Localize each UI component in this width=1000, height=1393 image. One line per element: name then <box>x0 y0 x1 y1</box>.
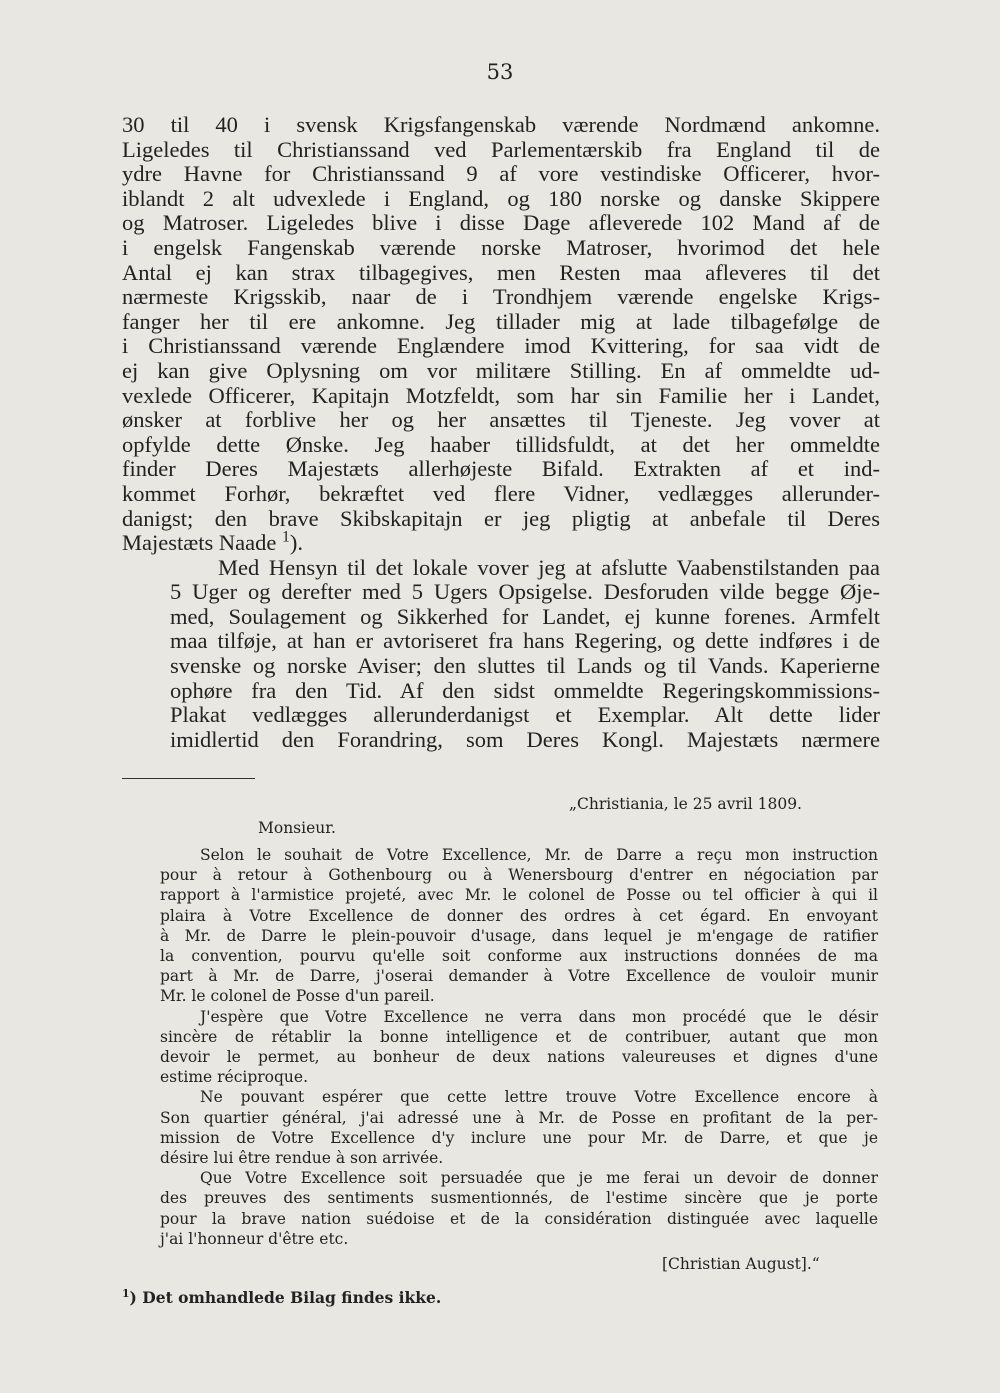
letter-paragraph-4 <box>160 1168 878 1229</box>
text-line: og Matroser. Ligeledes blive i disse Dage afleverede 102 Mand af de <box>122 210 880 236</box>
text-line: fanger her til ere ankomne. Jeg tillader mig at lade tilbagefølge de <box>122 308 880 334</box>
text-line: plaira à Votre Excellence de donner des ordres à cet égard. En envoyant <box>160 906 878 925</box>
letter-line: Mr. le colonel de Posse d'un pareil. <box>160 987 435 1006</box>
footnote-text: ) Det omhandlede Bilag findes ikke. <box>129 1288 442 1307</box>
footnote-rule <box>122 778 255 779</box>
text-line: opfylde dette Ønske. Jeg haaber tillidsfuldt, at det her ommeldte <box>122 431 880 457</box>
text-line: Antal ej kan strax tilbagegives, men Resten maa afleveres til det <box>122 259 880 285</box>
text-line: ej kan give Oplysning om vor militære Stilling. En af ommeldte ud- <box>122 357 880 383</box>
text-line: Que Votre Excellence soit persuadée que je me ferai un devoir de donner <box>200 1169 878 1188</box>
text-line: à Mr. de Darre le plein-pouvoir d'usage, dans lequel je m'engage de ratifier <box>160 926 878 945</box>
text-line: sincère de rétablir la bonne intelligence et de contribuer, autant que mon <box>160 1027 878 1046</box>
letter-signature: [Christian August].“ <box>662 1255 820 1273</box>
text-line: des preuves des sentiments susmentionnés, de l'estime sincère que je porte <box>160 1189 878 1208</box>
letter-paragraph-3 <box>160 1087 878 1148</box>
text-line: med, Soulagement og Sikkerhed for Landet, ej kunne forenes. Armfelt <box>170 603 880 629</box>
text-line: pour à retour à Gothenbourg ou à Wenersbourg d'entrer en négociation par <box>160 866 878 885</box>
text-line: la convention, pourvu qu'elle soit conforme aux instructions données de ma <box>160 947 878 966</box>
text-line: nærmeste Krigsskib, naar de i Trondhjem værende engelske Krigs- <box>122 284 880 310</box>
text-line: imidlertid den Forandring, som Deres Kongl. Majestæts nærmere <box>170 726 880 752</box>
text-line: Ligeledes til Christianssand ved Parlementærskib fra England til de <box>122 136 880 162</box>
text-line: pour la brave nation suédoise et de la considération distinguée avec laquelle <box>160 1209 878 1228</box>
footnote-marker: 1 <box>122 1286 130 1300</box>
text-line: Ne pouvant espérer que cette lettre trouve Votre Excellence encore à <box>200 1088 878 1107</box>
text-line: kommet Forhør, bekræftet ved flere Vidner, vedlægges allerunder- <box>122 480 880 506</box>
text-line: danigst; den brave Skibskapitajn er jeg pligtig at anbefale til Deres <box>122 505 880 531</box>
main-paragraph-1 <box>122 113 880 531</box>
letter-salutation: Monsieur. <box>258 819 336 837</box>
text-line: vexlede Officerer, Kapitajn Motzfeldt, som har sin Familie her i Landet, <box>122 382 880 408</box>
text-line: 5 Uger og derefter med 5 Ugers Opsigelse. Desforuden vilde begge Øje- <box>170 579 880 605</box>
letter-paragraph-2 <box>160 1007 878 1068</box>
text-line: Selon le souhait de Votre Excellence, Mr. de Darre a reçu mon instruction <box>200 846 878 864</box>
text-line: 30 til 40 i svensk Krigsfangenskab værende Nordmænd ankomne. <box>122 112 880 137</box>
text-line: part à Mr. de Darre, j'oserai demander à Votre Excellence de vouloir munir <box>160 967 878 986</box>
main-text-line <box>122 528 880 556</box>
text-line: Son quartier général, j'ai adressé une à Mr. de Posse en profitant de la per- <box>160 1108 878 1127</box>
letter-line: j'ai l'honneur d'être etc. <box>160 1229 349 1248</box>
footnote-ref-close: ). <box>289 530 303 556</box>
text-line: ønsker at forblive her og her ansættes til Tjeneste. Jeg vover at <box>122 407 880 433</box>
letter-line: estime réciproque. <box>160 1068 308 1087</box>
text-line: mission de Votre Excellence d'y inclure une pour Mr. de Darre, et que je <box>160 1128 878 1147</box>
text-line: iblandt 2 alt udvexlede i England, og 180 norske og danske Skippere <box>122 185 880 211</box>
footnote-ref: 1 <box>281 528 290 546</box>
text-line: Plakat vedlægges allerunderdanigst et Exemplar. Alt dette lider <box>170 702 880 728</box>
letter-line: désire lui être rendue à son arrivée. <box>160 1149 444 1168</box>
page-number: 53 <box>486 60 514 84</box>
letter-paragraph-1 <box>160 845 878 986</box>
text-line: maa tilføje, at han er avtoriseret fra hans Regering, og dette indføres i de <box>170 628 880 654</box>
text-line: svenske og norske Aviser; den sluttes til Lands og til Vands. Kaperierne <box>170 653 880 679</box>
main-text <box>122 113 880 752</box>
text-line: rapport à l'armistice projeté, avec Mr. le colonel de Posse ou tel officier à qui il <box>160 886 878 905</box>
text-line: ophøre fra den Tid. Af den sidst ommeldte Regeringskommissions- <box>170 677 880 703</box>
text-line: finder Deres Majestæts allerhøjeste Bifald. Extrakten af et ind- <box>122 456 880 482</box>
text-line: J'espère que Votre Excellence ne verra dans mon procédé que le désir <box>200 1007 878 1026</box>
text-line: devoir le permet, au bonheur de deux nations valeureuses et dignes d'une <box>160 1048 878 1067</box>
letter-dateline: „Christiania, le 25 avril 1809. <box>569 795 802 813</box>
main-paragraph-2 <box>122 556 880 753</box>
letter-body <box>160 845 878 1249</box>
text-line: Med Hensyn til det lokale vover jeg at afslutte Vaabenstilstanden paa <box>218 554 880 580</box>
text-line: i engelsk Fangenskab værende norske Matroser, hvorimod det hele <box>122 234 880 260</box>
text-line: i Christianssand værende Englændere imod Kvittering, for saa vidt de <box>122 333 880 359</box>
text-line: ydre Havne for Christianssand 9 af vore vestindiske Officerer, hvor- <box>122 161 880 187</box>
naade-text: Majestæts Naade <box>122 530 277 556</box>
footnote <box>122 1288 441 1307</box>
